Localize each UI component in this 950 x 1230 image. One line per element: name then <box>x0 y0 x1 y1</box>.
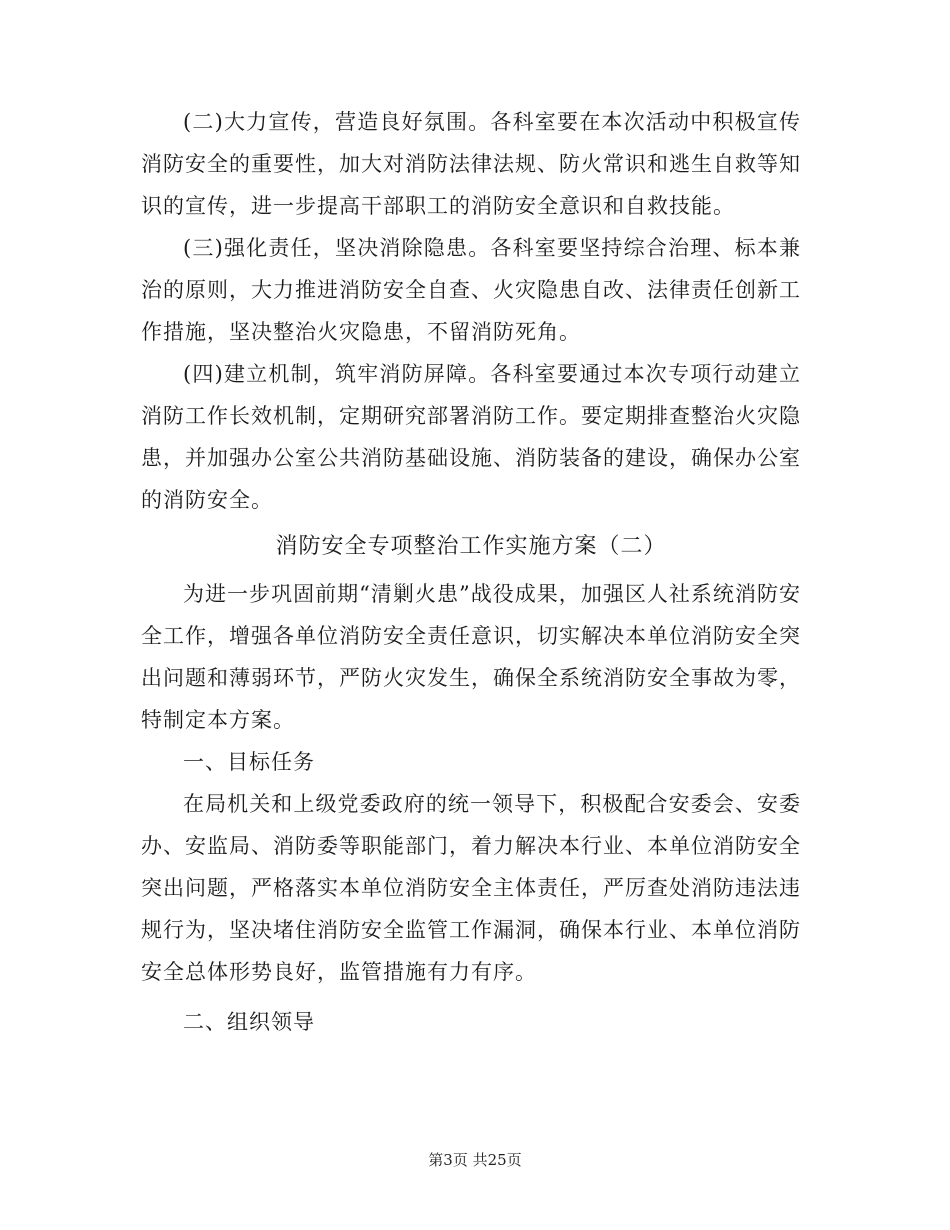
paragraph-responsibility: (三)强化责任，坚决消除隐患。各科室要坚持综合治理、标本兼治的原则，大力推进消防安全自查、火灾隐患自改、法律责任创新工作措施，坚决整治火灾隐患，不留消防死角。 <box>141 236 801 344</box>
paragraph-intro: 为进一步巩固前期“清剿火患”战役成果，加强区人社系统消防安全工作，增强各单位消防安全责任意识，切实解决本单位消防安全突出问题和薄弱环节，严防火灾发生，确保全系统消防安全事故为零，特制定本方案。 <box>141 582 801 732</box>
paragraph-publicity: (二)大力宣传，营造良好氛围。各科室要在本次活动中积极宣传消防安全的重要性，加大对消防法律法规、防火常识和逃生自救等知识的宣传，进一步提高干部职工的消防安全意识和自救技能。 <box>141 110 801 218</box>
heading-organization: 二、组织领导 <box>183 1010 315 1034</box>
page-number: 第3页 共25页 <box>428 1151 522 1169</box>
heading-goals: 一、目标任务 <box>183 750 315 774</box>
paragraph-mechanism: (四)建立机制，筑牢消防屏障。各科室要通过本次专项行动建立消防工作长效机制，定期研究部署消防工作。要定期排查整治火灾隐患，并加强办公室公共消防基础设施、消防装备的建设，确保办公室的消防安全。 <box>141 362 801 512</box>
document-body <box>141 101 801 1043</box>
paragraph-goals: 在局机关和上级党委政府的统一领导下，积极配合安委会、安委办、安监局、消防委等职能部门，着力解决本行业、本单位消防安全突出问题，严格落实本单位消防安全主体责任，严厉查处消防违法违规行为，坚决堵住消防安全监管工作漏洞，确保本行业、本单位消防安全总体形势良好，监管措施有力有序。 <box>141 792 801 984</box>
section-title: 消防安全专项整治工作实施方案（二） <box>275 534 667 559</box>
